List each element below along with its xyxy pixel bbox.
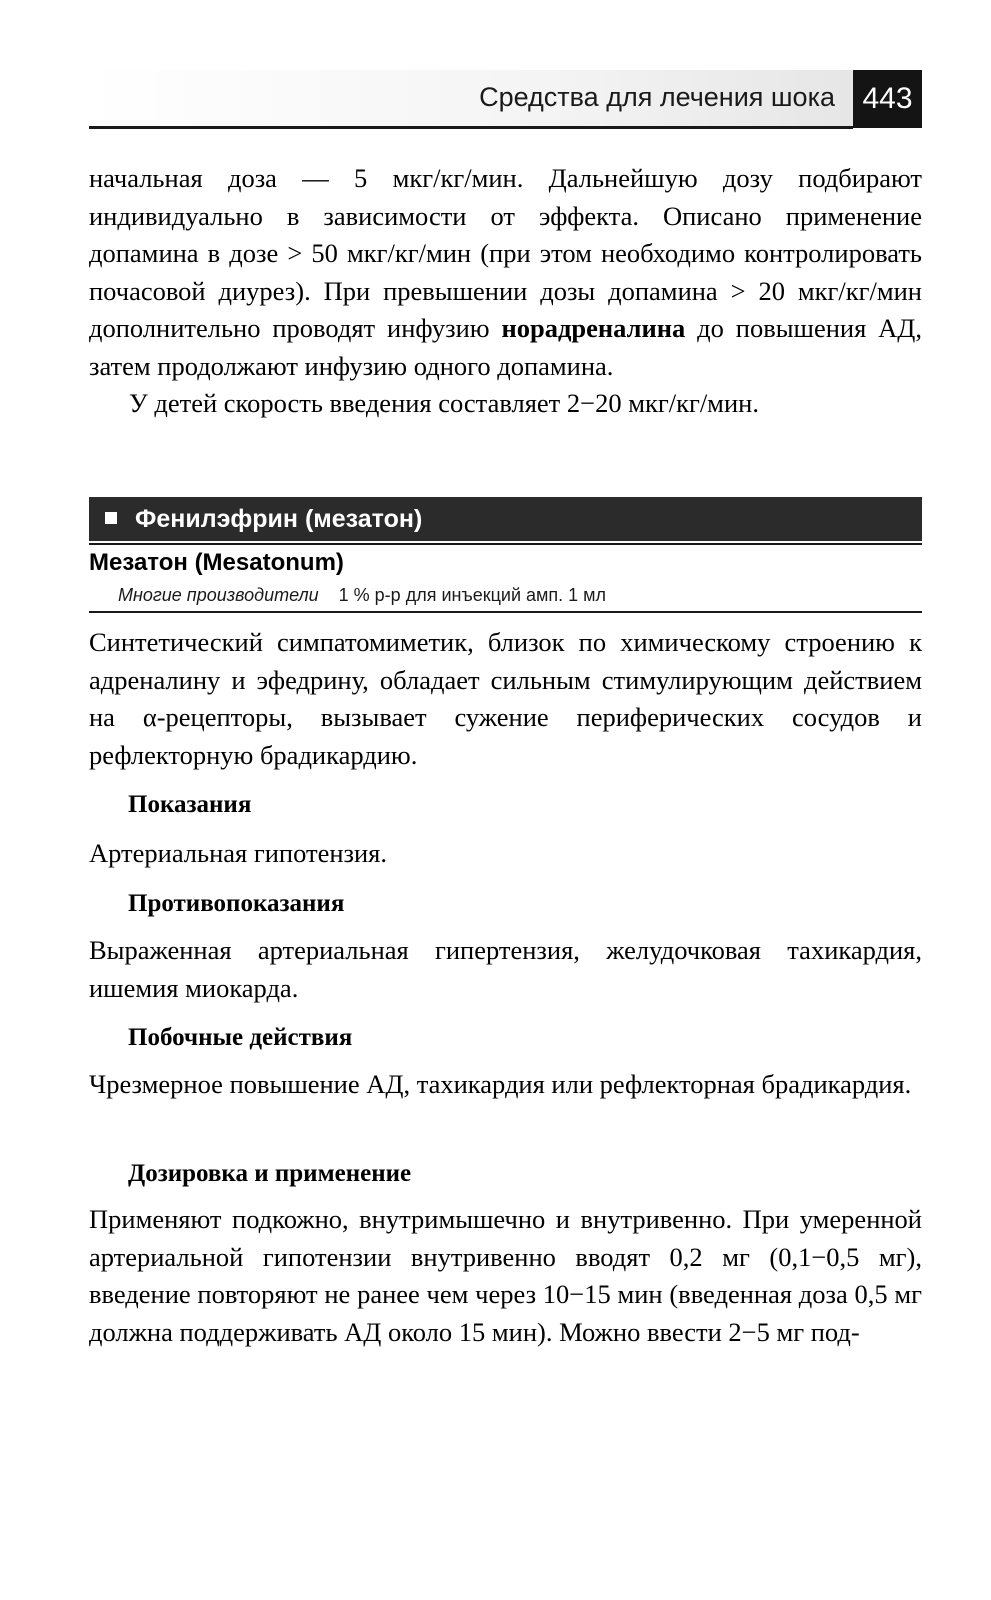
contraindications-block [89, 932, 922, 1007]
continuation-text-end: до повышения АД, затем продолжают инфузию одного допамина. [89, 313, 922, 381]
drug-name: Мезатон (Mesatonum) [89, 549, 344, 576]
indications-text: Артериальная гипотензия. [89, 838, 387, 868]
dosage-heading: Дозировка и применение [128, 1160, 412, 1187]
continuation-text [89, 160, 922, 423]
indications-heading: Показания [128, 791, 252, 818]
description-block [89, 624, 922, 774]
indications-block [89, 835, 922, 873]
continuation-text-start: начальная доза — 5 мкг/кг/мин. Дальнейшую дозу подбирают индивидуально в зависимости от эффекта. Описано применение допамина в дозе > 50 мкг/кг/мин (при этом необходимо контролировать почасовой диурез). При превышении дозы допамина > 20 мкг/кг/мин дополнительно проводят инфузию [89, 163, 922, 343]
continuation-paragraph [89, 160, 922, 385]
section-title: Фенилэфрин (мезатон) [135, 505, 423, 533]
drug-form-line [118, 585, 606, 606]
side-effects-block [89, 1066, 922, 1104]
side-effects-heading: Побочные действия [128, 1024, 353, 1051]
contraindications-text: Выраженная артериальная гипертензия, желудочковая тахикардия, ишемия миокарда. [89, 935, 922, 1003]
dosage-block [89, 1201, 922, 1351]
drug-info-rule [89, 611, 922, 613]
description-text: Синтетический симпатомиметик, близок по химическому строению к адреналину и эфедрину, обладает сильным стимулирующим действием на α-рецепторы, вызывает сужение периферических сосудов и рефлекторную брадикардию. [89, 627, 922, 770]
bold-drug-term: норадреналина [501, 313, 686, 343]
drug-form: 1 % р-р для инъекций амп. 1 мл [338, 585, 607, 605]
square-bullet-icon [105, 512, 117, 524]
running-header [89, 70, 922, 128]
children-dose-paragraph: У детей скорость введения составляет 2−20 мкг/кг/мин. [129, 388, 759, 418]
contraindications-heading: Противопоказания [128, 890, 345, 917]
side-effects-text: Чрезмерное повышение АД, тахикардия или рефлекторная брадикардия. [89, 1069, 912, 1099]
section-heading-bar [89, 497, 922, 541]
dosage-text: Применяют подкожно, внутримышечно и внутривенно. При умеренной артериальной гипотензии внутривенно вводят 0,2 мг (0,1−0,5 мг), введение повторяют не ранее чем через 10−15 мин (введенная доза 0,5 мг должна поддерживать АД около 15 мин). Можно ввести 2−5 мг под- [89, 1204, 922, 1347]
drug-manufacturer: Многие производители [118, 585, 319, 605]
section-rule [89, 543, 922, 545]
page-number: 443 [853, 70, 922, 128]
header-title: Средства для лечения шока [479, 82, 835, 112]
